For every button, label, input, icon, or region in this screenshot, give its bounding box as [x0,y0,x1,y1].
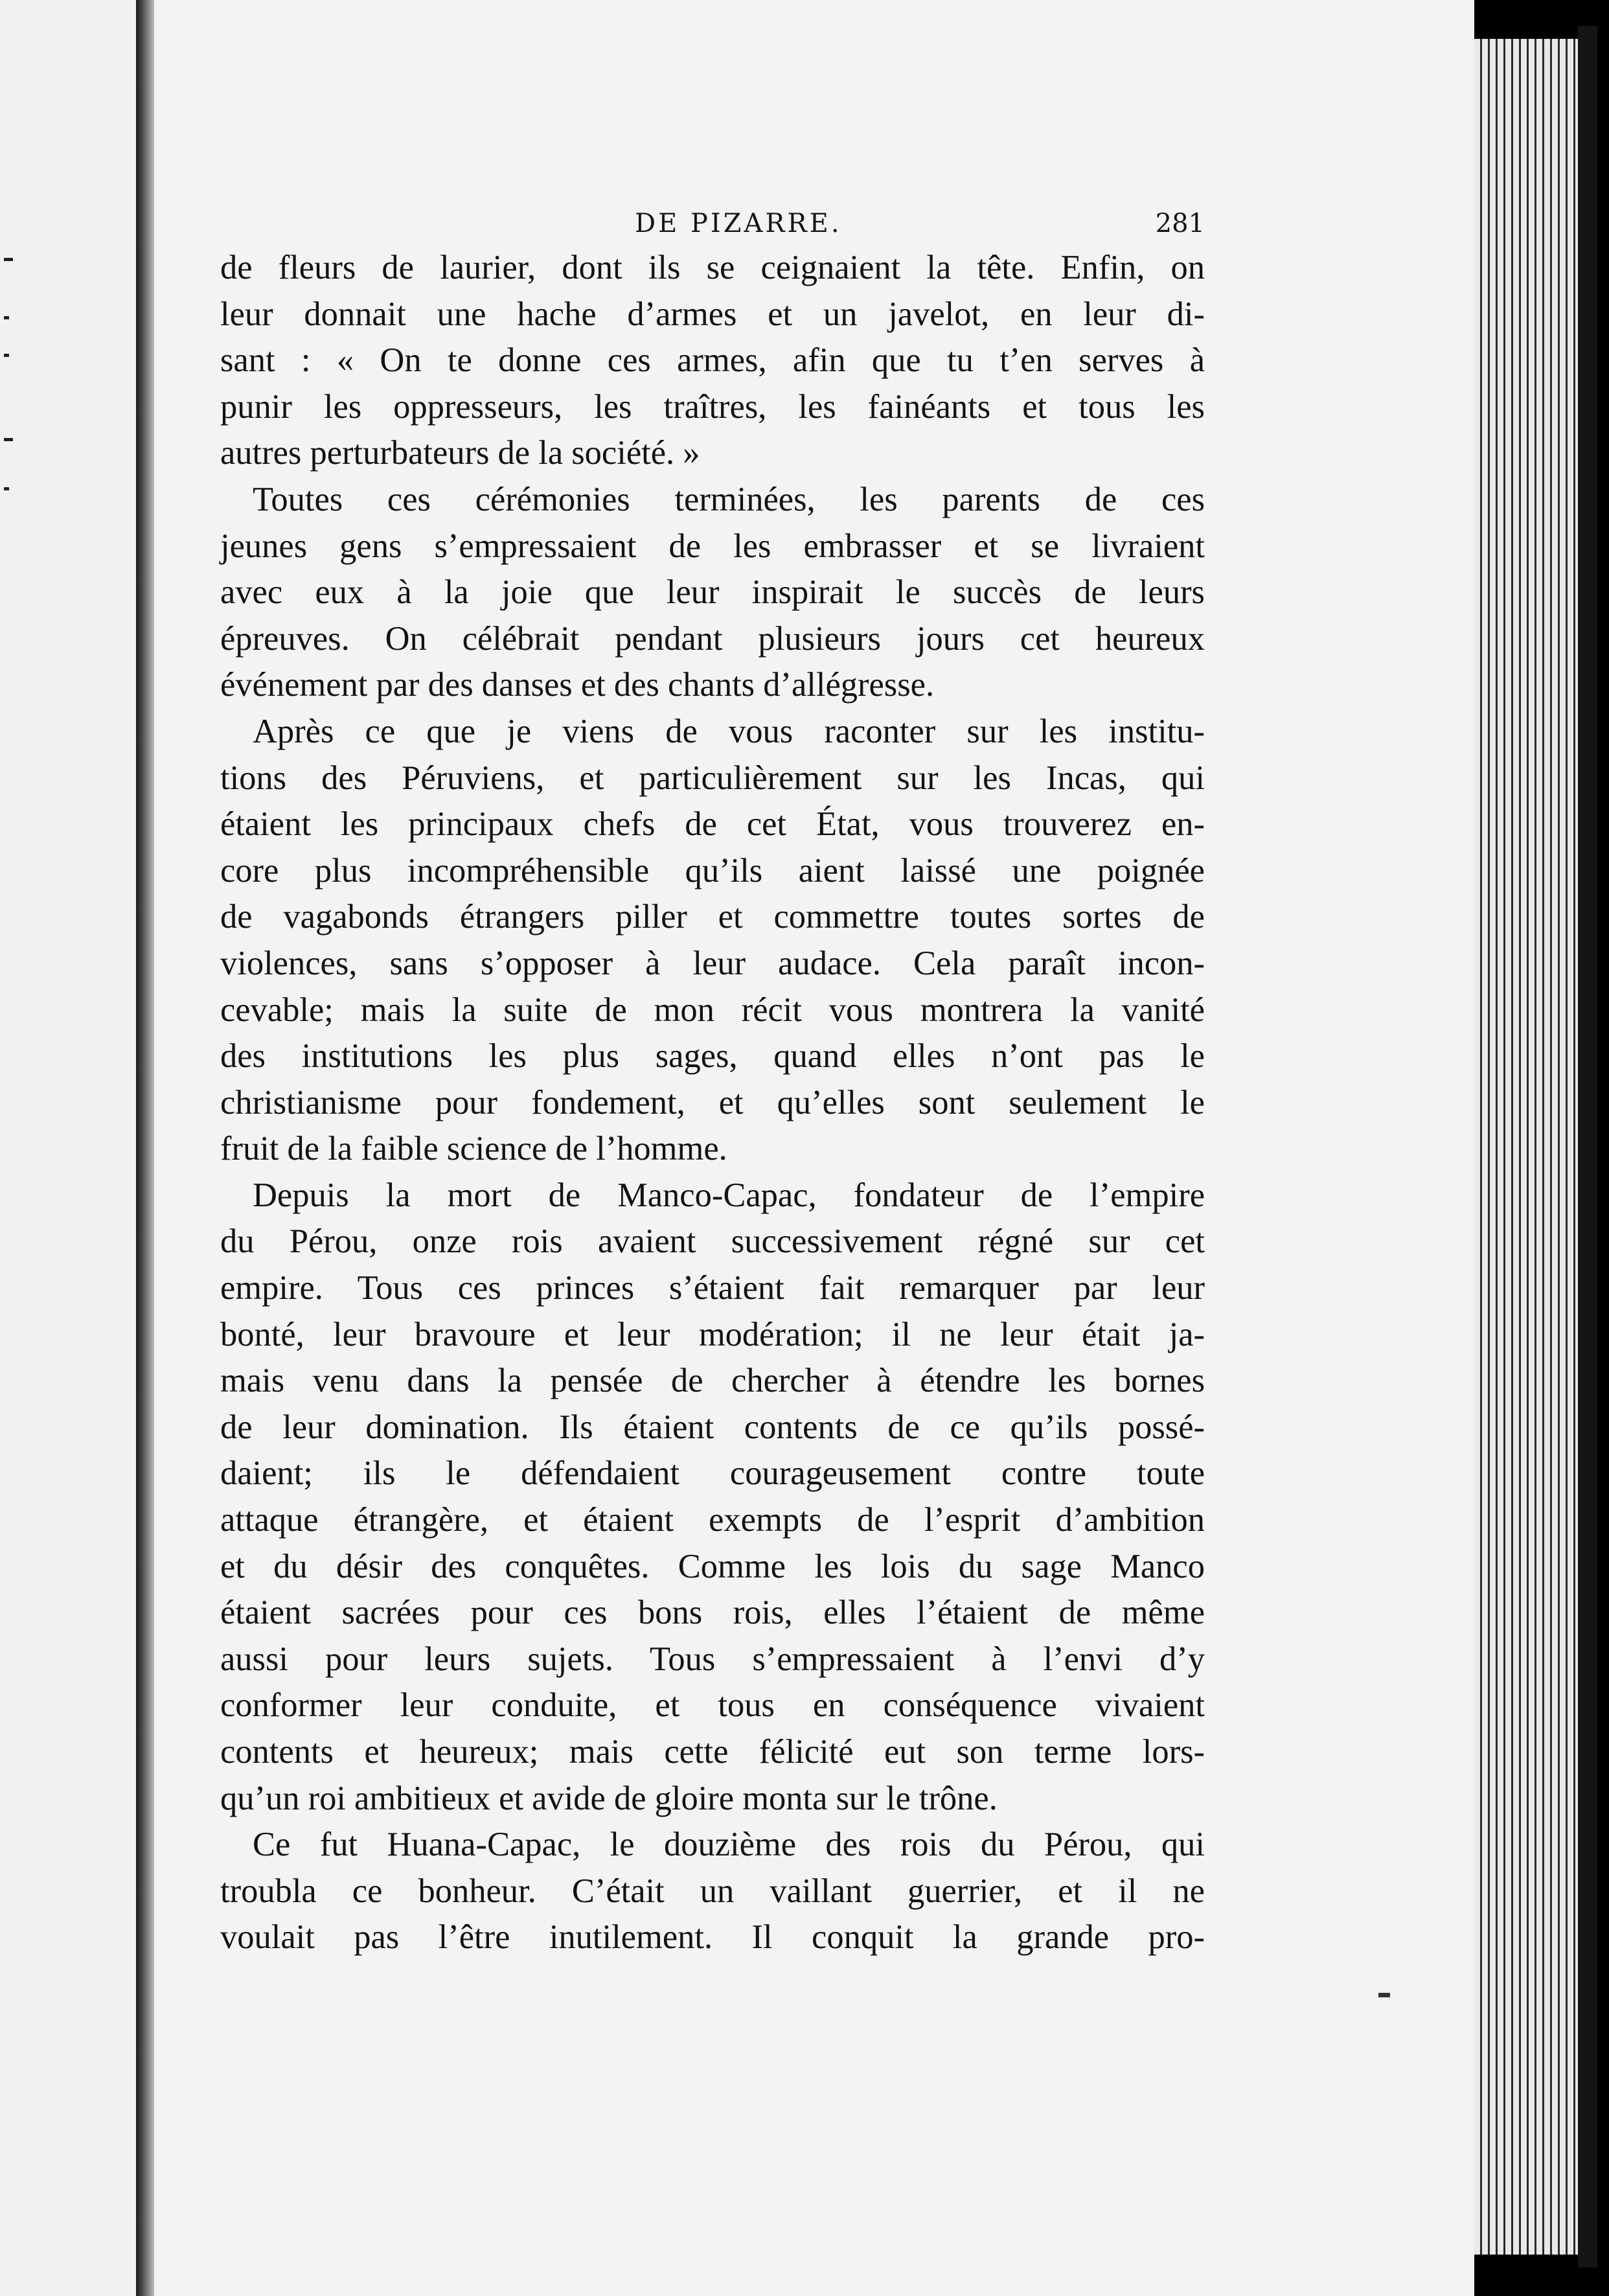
page-edges-shadow [1578,26,1597,2267]
previous-page-edge [0,0,136,2296]
text-line: de leur domination. Ils étaient contents de ce qu’ils possé- [220,1408,1205,1446]
stray-mark [4,316,9,319]
text-line: conformer leur conduite, et tous en conséquence vivaient [220,1686,1205,1725]
book-gutter [136,0,154,2296]
text-line: daient; ils le défendaient courageusement contre toute [220,1454,1205,1493]
text-line: autres perturbateurs de la société. » [220,434,700,472]
page-number: 281 [1155,209,1205,238]
page-edges [1474,39,1578,2255]
text-line: tions des Péruviens, et particulièrement sur les Incas, qui [220,759,1205,797]
text-line: violences, sans s’opposer à leur audace. Cela paraît incon- [220,944,1205,982]
text-line: aussi pour leurs sujets. Tous s’empressaient à l’envi d’y [220,1640,1205,1678]
text-line: empire. Tous ces princes s’étaient fait remarquer par leur [220,1269,1205,1307]
text-line: sant : « On te donne ces armes, afin que tu t’en serves à [220,341,1205,380]
stray-mark [4,438,13,441]
text-line: jeunes gens s’empressaient de les embrasser et se livraient [220,527,1205,565]
text-line: événement par des danses et des chants d’allégresse. [220,666,935,704]
text-line: bonté, leur bravoure et leur modération; il ne leur était ja- [220,1315,1205,1353]
text-line: Depuis la mort de Manco-Capac, fondateur de l’empire [253,1176,1205,1214]
text-line: avec eux à la joie que leur inspirait le succès de leurs [220,573,1205,612]
stray-mark [1378,1993,1390,1997]
text-line: cevable; mais la suite de mon récit vous montrera la vanité [220,991,1205,1029]
text-line: Ce fut Huana-Capac, le douzième des rois du Pérou, qui [253,1826,1205,1864]
text-line: voulait pas l’être inutilement. Il conquit la grande pro- [220,1918,1205,1957]
text-line: de vagabonds étrangers piller et commettre toutes sortes de [220,898,1205,936]
text-line: Après ce que je viens de vous raconter sur les institu- [253,712,1205,750]
text-line: étaient les principaux chefs de cet État, vous trouverez en- [220,805,1205,844]
text-line: Toutes ces cérémonies terminées, les parents de ces [253,480,1205,518]
text-line: et du désir des conquêtes. Comme les lois du sage Manco [220,1547,1205,1585]
stray-mark [4,258,13,261]
running-title: DE PIZARRE. [635,209,842,238]
stray-mark [4,487,9,490]
text-line: troubla ce bonheur. C’était un vaillant guerrier, et il ne [220,1872,1205,1910]
text-line: contents et heureux; mais cette félicité eut son terme lors- [220,1733,1205,1771]
text-line: attaque étrangère, et étaient exempts de l’esprit d’ambition [220,1501,1205,1539]
stray-mark [4,354,9,357]
body-text [220,245,1205,1961]
text-line: christianisme pour fondement, et qu’elles sont seulement le [220,1083,1205,1121]
page-header [220,209,1205,247]
text-line: qu’un roi ambitieux et avide de gloire monta sur le trône. [220,1779,998,1817]
text-line: fruit de la faible science de l’homme. [220,1130,727,1168]
text-line: leur donnait une hache d’armes et un javelot, en leur di- [220,295,1205,333]
text-line: épreuves. On célébrait pendant plusieurs jours cet heureux [220,619,1205,658]
text-line: mais venu dans la pensée de chercher à étendre les bornes [220,1362,1205,1400]
text-line: core plus incompréhensible qu’ils aient laissé une poignée [220,851,1205,890]
text-line: du Pérou, onze rois avaient successivement régné sur cet [220,1223,1205,1261]
text-line: étaient sacrées pour ces bons rois, elles l’étaient de même [220,1594,1205,1632]
text-line: des institutions les plus sages, quand elles n’ont pas le [220,1037,1205,1075]
text-line: de fleurs de laurier, dont ils se ceignaient la tête. Enfin, on [220,249,1205,286]
text-line: punir les oppresseurs, les traîtres, les fainéants et tous les [220,387,1205,426]
